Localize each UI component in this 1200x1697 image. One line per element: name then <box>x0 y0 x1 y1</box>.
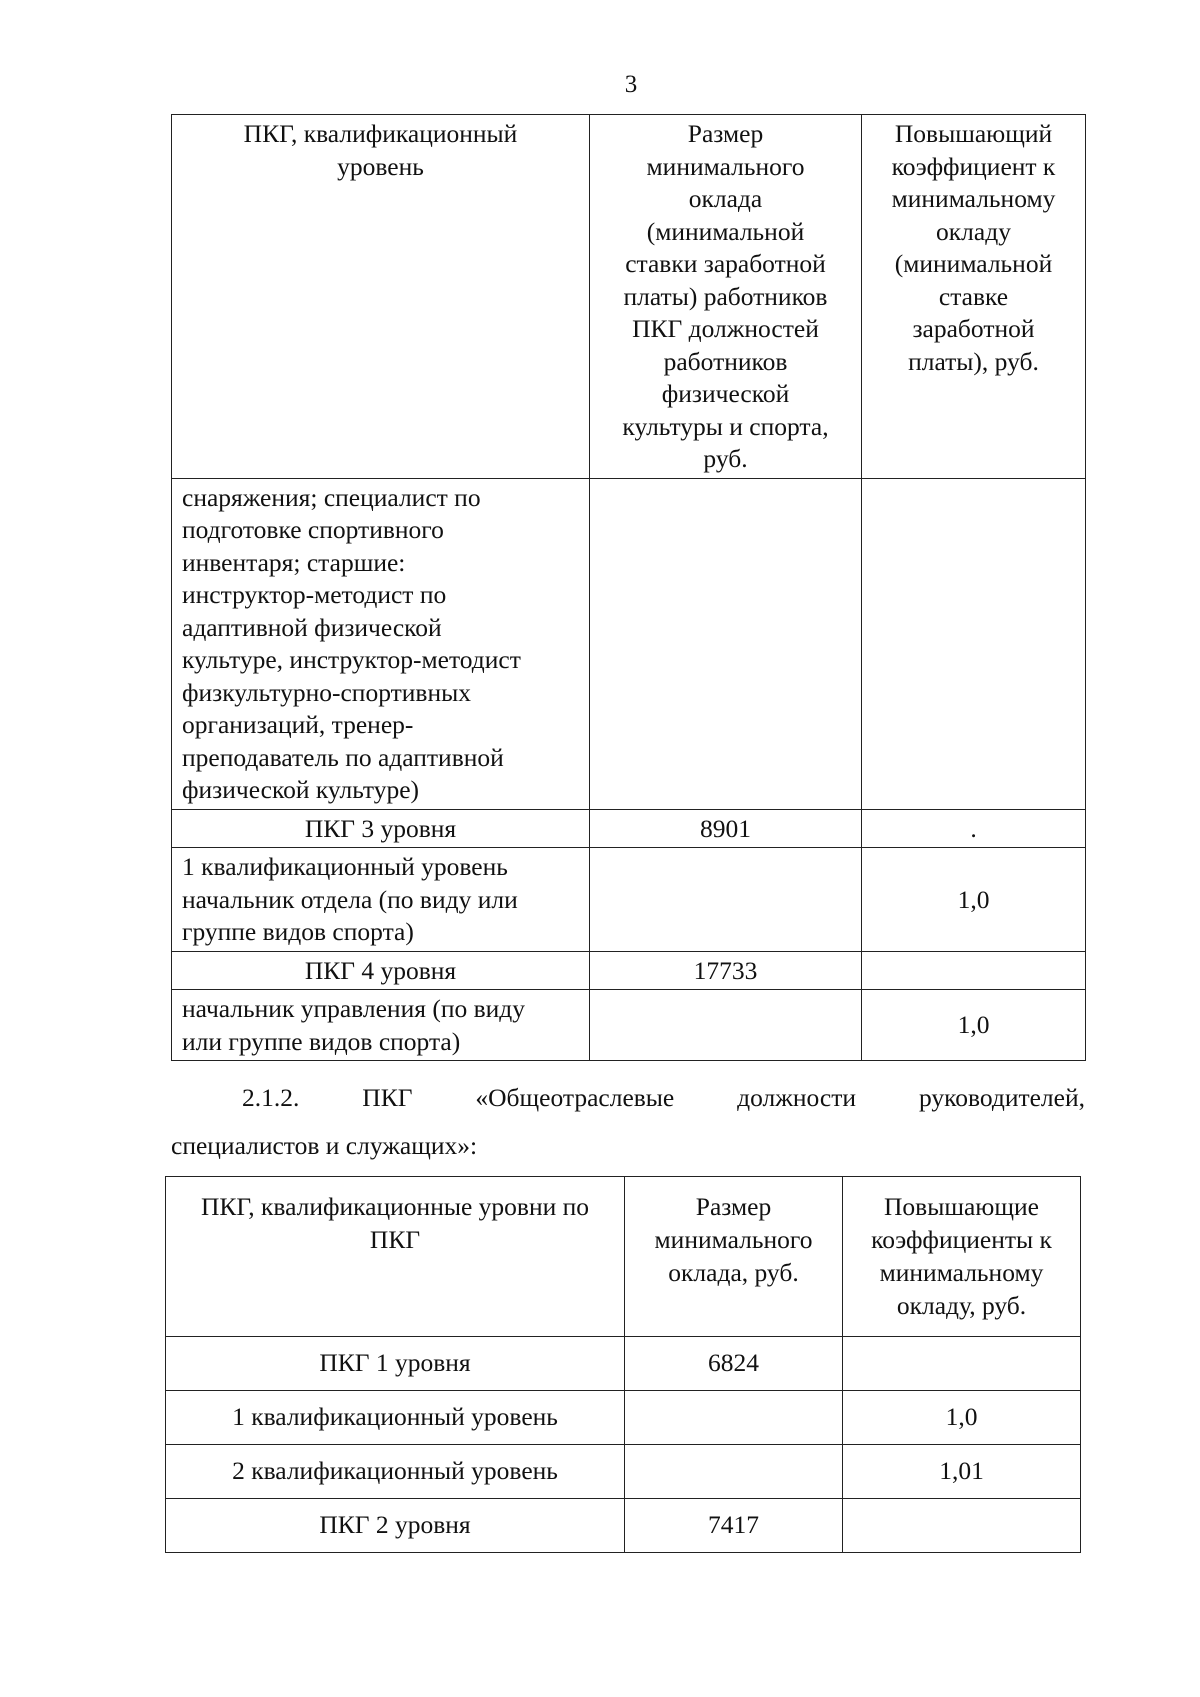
table-row <box>172 848 1086 952</box>
header-line: ставки заработной <box>625 249 826 278</box>
header-line: Повышающий <box>894 119 1053 148</box>
table-row <box>166 1391 1081 1445</box>
table-header-row <box>166 1177 1081 1337</box>
coefficient-cell <box>843 1337 1081 1391</box>
text-line: физкультурно-спортивных <box>182 677 471 707</box>
group-name-cell: ПКГ 3 уровня <box>172 809 590 848</box>
header-line: уровень <box>337 151 424 181</box>
text-line: снаряжения; специалист по <box>182 482 481 512</box>
table-row <box>166 1337 1081 1391</box>
table-row <box>172 990 1086 1061</box>
table-row <box>172 951 1086 990</box>
header-line: оклада, руб. <box>668 1258 799 1287</box>
header-line: руб. <box>703 444 748 473</box>
header-line: платы), руб. <box>908 346 1039 376</box>
table-header-row <box>172 115 1086 479</box>
section-heading-line-1: 2.1.2. ПКГ «Общеотраслевые должности руководителей, <box>242 1083 1085 1112</box>
header-line: (минимальной <box>894 249 1053 278</box>
header-line: минимального <box>646 151 805 181</box>
group-name-cell: ПКГ 1 уровня <box>166 1337 625 1391</box>
pkg-sport-table <box>171 114 1086 1061</box>
coefficient-cell: 1,01 <box>843 1445 1081 1499</box>
page-number: 3 <box>624 71 638 98</box>
coefficient-cell: 1,0 <box>862 848 1086 952</box>
text-line: или группе видов спорта) <box>182 1026 461 1056</box>
coefficient-cell: 1,0 <box>843 1391 1081 1445</box>
header-line: (минимальной <box>646 216 805 246</box>
salary-cell <box>625 1445 843 1499</box>
coefficient-cell: 1,0 <box>862 990 1086 1061</box>
table-row <box>166 1445 1081 1499</box>
header-line: ПКГ, квалификационный <box>243 119 518 148</box>
header-line: минимальному <box>879 1258 1044 1287</box>
header-line: ПКГ должностей <box>632 314 819 343</box>
header-cell-qualification <box>172 115 590 479</box>
salary-cell: 6824 <box>625 1337 843 1391</box>
text-line: культуре, инструктор-методист <box>182 645 521 674</box>
header-line: коэффициент к <box>891 151 1056 181</box>
section-heading-line-2: специалистов и служащих»: <box>171 1131 478 1160</box>
level-name-cell: 2 квалификационный уровень <box>166 1445 625 1499</box>
pkg-general-table <box>165 1176 1081 1553</box>
continuation-cell <box>172 478 590 809</box>
text-line: физической культуре) <box>182 775 420 804</box>
header-line: физической <box>661 379 790 408</box>
header-line: коэффициенты к <box>871 1225 1052 1254</box>
text-line: подготовке спортивного <box>182 515 444 544</box>
header-cell-salary <box>625 1177 843 1337</box>
level-name-cell: 1 квалификационный уровень <box>166 1391 625 1445</box>
header-line: заработной <box>912 314 1035 343</box>
text-line: организаций, тренер- <box>182 710 414 739</box>
level-name-cell <box>172 848 590 952</box>
salary-cell: 17733 <box>590 951 862 990</box>
table-row <box>172 809 1086 848</box>
header-line: Повышающие <box>884 1192 1039 1221</box>
group-name-cell: ПКГ 4 уровня <box>172 951 590 990</box>
header-cell-coefficient <box>862 115 1086 479</box>
salary-cell: 8901 <box>590 809 862 848</box>
salary-cell <box>625 1391 843 1445</box>
text-line: начальник управления (по виду <box>182 994 526 1023</box>
text-line: группе видов спорта) <box>182 917 414 946</box>
header-line: платы) работников <box>623 281 828 311</box>
table-row <box>166 1499 1081 1553</box>
header-line: ставке <box>938 281 1009 311</box>
empty-cell <box>590 478 862 809</box>
header-line: оклада <box>688 184 763 213</box>
text-line: 1 квалификационный уровень <box>182 852 508 881</box>
header-line: культуры и спорта, <box>622 411 829 441</box>
table-row <box>172 478 1086 809</box>
header-line: окладу <box>936 216 1011 246</box>
salary-cell <box>590 990 862 1061</box>
text-line: инструктор-методист по <box>182 580 447 609</box>
header-line: ПКГ <box>369 1225 421 1254</box>
coefficient-cell <box>862 951 1086 990</box>
salary-cell <box>590 848 862 952</box>
header-cell-qualification <box>166 1177 625 1337</box>
text-line: преподаватель по адаптивной <box>182 742 504 772</box>
coefficient-cell <box>843 1499 1081 1553</box>
header-cell-salary <box>590 115 862 479</box>
header-line: минимального <box>654 1225 813 1254</box>
text-line: адаптивной физической <box>182 612 442 642</box>
text-line: инвентаря; старшие: <box>182 547 406 577</box>
header-line: Размер <box>695 1192 772 1221</box>
header-line: минимальному <box>891 184 1056 213</box>
level-name-cell <box>172 990 590 1061</box>
text-line: начальник отдела (по виду или <box>182 884 518 914</box>
header-cell-coefficient <box>843 1177 1081 1337</box>
header-line: ПКГ, квалификационные уровни по <box>200 1192 590 1221</box>
group-name-cell: ПКГ 2 уровня <box>166 1499 625 1553</box>
coefficient-cell: . <box>862 809 1086 848</box>
header-line: Размер <box>687 119 764 148</box>
salary-cell: 7417 <box>625 1499 843 1553</box>
header-line: окладу, руб. <box>896 1291 1027 1320</box>
empty-cell <box>862 478 1086 809</box>
header-line: работников <box>663 346 788 376</box>
